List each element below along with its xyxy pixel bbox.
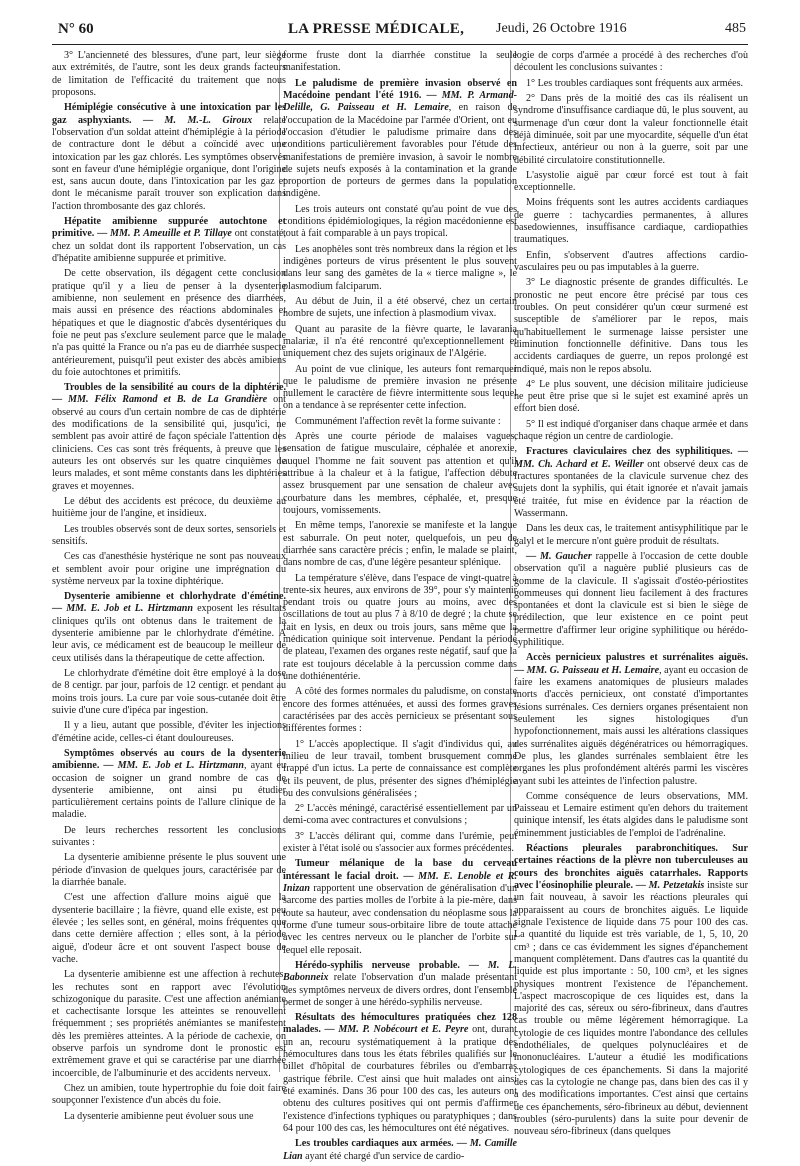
paragraph: Le chlorhydrate d'émétine doit être employé à la dose de 8 centigr. par jour, parfois de 12 centigr. et pendant au moins trois jours. La cure par voie sous-cutanée doit être suivie d'une cure d'ipéca par ingestion. xyxy=(52,668,286,716)
article-authors: M. Gaucher xyxy=(539,550,592,562)
article-text: rapportent une observation de généralisation d'un sarcome des parties molles de l'orbite à la pie-mère, dans toute sa hauteur, avec condensation du néoplasme sous la forme d'une tumeur sous-orbitaire libre de toute attache avec les centres nerveux ou le plancher de l'orbite sur lequel elle reposait. xyxy=(283,883,517,956)
article-authors: M. Petzetakis xyxy=(648,880,705,891)
paragraph: A côté des formes normales du paludisme, on constate encore des formes atténuées, et aussi des formes graves caractérisées par des accès pernicieux se présentant sous différentes formes : xyxy=(283,686,517,735)
list-item: 5° Il est indiqué d'organiser dans chaque armée et dans chaque région un centre de cardiologie. xyxy=(514,418,748,443)
paragraph: La température s'élève, dans l'espace de vingt-quatre à trente-six heures, aux environs de 39°, pour s'y maintenir pendant trois ou quatre jours au moins, avec des oscillations de tout au plus 7 à 8/10 de degré ; la chute se fait en lysis, en deux ou trois jours, sans même que la médication quinique soit intervenue. Pendant la période de plateau, l'examen des organes reste négatif, sauf que la rate est toujours décelable à la percussion comme dans une dothiénentérie. xyxy=(283,572,517,682)
article-heading xyxy=(52,382,286,493)
paragraph: Les anophèles sont très nombreux dans la région et les indigènes porteurs de virus présentent le plus souvent dans leur sang des gamètes de la « tierce maligne », le plasmodium falciparum. xyxy=(283,243,517,292)
paragraph: 2° L'accès méningé, caractérisé essentiellement par un demi-coma avec contractures et convulsions ; xyxy=(283,803,517,827)
paragraph: La dysenterie amibienne est une affection à rechutes, les rechutes sont en rapport avec l'évolution schizogonique du parasite. C'est une affection anémiante et cachectisante lorsque les atteintes se renouvellent fréquemment ; ses propriétés anémiantes se manifestent dès les premières atteintes. A la période de cachexie, on observe parfois un syndrome dont le pronostic est extrêmement grave et qui se caractérise par une diarrhée incoercible, de l'albuminurie et des accidents nerveux. xyxy=(52,969,286,1079)
article-authors: M. M.-L. Giroux xyxy=(164,114,253,126)
header-rule xyxy=(52,44,748,45)
article-title: Les troubles cardiaques aux armées. — xyxy=(295,1138,470,1150)
paragraph: Au début de Juin, il a été observé, chez un certain nombre de sujets, une infection à plasmodium vivax. xyxy=(283,295,517,320)
article-authors: MM. P. Ameuille et P. Tillaye xyxy=(110,228,232,240)
article-title: Troubles de la sensibilité au cours de la diphtérie. — xyxy=(52,382,286,406)
paragraph: En même temps, l'anorexie se manifeste et la langue est saburrale. On peut noter, quelquefois, un peu de diarrhée sans caractère précis ; enfin, le malade se plaint, dans nombre de cas, d'une légère pesanteur splénique. xyxy=(283,520,517,569)
article-title: Symptômes observés au cours de la dysenterie amibienne. — xyxy=(52,747,286,772)
article-text: ont observé deux cas de fractures spontanées de la clavicule survenue chez des sujets dont la syphilis, qui était ignorée et n'avait jamais été traitée, fut mise en évidence par la réaction de Wassermann. xyxy=(514,458,748,519)
article-text: relate l'observation d'un malade présentant des symptômes nerveux de divers ordres, dont l'ensemble permet de songer à une hérédo-syphilis nerveuse. xyxy=(283,972,517,1008)
article-heading xyxy=(283,78,517,201)
article-authors: MM. E. Job et L. Hirtzmann xyxy=(66,603,193,615)
paragraph: Quant au parasite de la fièvre quarte, le lavarania malariæ, il n'a été rencontré qu'exceptionnellement et uniquement chez des sujets originaux de l'Algérie. xyxy=(283,323,517,360)
article-text: ont constaté, chez un soldat dont ils rapportent l'observation, un cas d'hépatite amibienne suppurée et primitive. xyxy=(52,228,286,264)
article-title: Réactions pleurales parabronchitiques. Sur certaines réactions de la plèvre non tuberculeuses au cours des bronchites aiguës catarrhales. Rapports avec l'éosinophilie pleurale. — xyxy=(514,843,748,891)
article-authors: M. Camille Lian xyxy=(283,1138,518,1162)
paragraph: De cette observation, ils dégagent cette conclusion pratique qu'il y a lieu de penser à la dysenterie amibienne, non seulement en présence des diarrhées, mais aussi en présence des réactions abdominales et hépatiques et que le diagnostic d'abcès dysentériques du foie ne peut pas s'exclure seulement parce que le malade n'a pas quitté la France ou n'a pas eu de diarrhée suspecte antérieurement, puisqu'il peut exister des abcès amibiens du foie autochtones et primitifs. xyxy=(52,268,286,378)
article-text: relate l'observation d'un soldat atteint d'hémiplégie à la période de contracture dont le début a coïncidé avec une intoxication par les gaz chlorés. Les symptômes observés sont en faveur d'une hémiplégie organique, dont l'origine est, sans aucun doute, dans l'intoxication par les gaz et dont le mécanisme paraît trouver son explication dans l'action thrombosante des gaz chlorés. xyxy=(52,114,287,212)
paragraph: forme fruste dont la diarrhée constitue la seule manifestation. xyxy=(283,50,517,74)
paragraph: logie de corps d'armée a procédé à des recherches d'où découlent les conclusions suivantes : xyxy=(514,50,748,74)
article-title: Hépatite amibienne suppurée autochtone et primitive. — xyxy=(52,216,286,240)
article-authors: MM. G. Paisseau et H. Lemaire xyxy=(526,664,660,676)
column-left xyxy=(52,50,286,1126)
paragraph: Les troubles observés sont de deux sortes, sensoriels et sensitifs. xyxy=(52,523,286,547)
article-heading xyxy=(52,216,286,265)
article-authors: MM. E. Job et L. Hirtzmann xyxy=(117,760,245,772)
paragraph: Au point de vue clinique, les auteurs font remarquer que le paludisme de première invasion ne présente nullement le caractère de fièvre intermittente sous lequel on a tendance à se représenter cette infection. xyxy=(283,363,517,412)
article-text: ont, durant un an, recouru systématiquement à la pratique des hémocultures dans tous les états fébriles qualifiés sur le billet d'hôpital de courbatures fébriles ou d'embarras gastrique fébrile. C'est ainsi que huit malades ont ainsi été examinés. Dans 36 pour 100 des cas, les auteurs ont obtenu des cultures positives qui ont permis d'affirmer l'existence d'infections typhiques ou paratyphiques ; dans 64 pour 100 des cas, les hémocultures ont été négatives. xyxy=(283,1024,517,1134)
article-title: Hérédo-syphilis nerveuse probable. — xyxy=(295,959,488,971)
article-authors: MM. Ch. Achard et E. Weiller xyxy=(514,458,644,470)
column-middle xyxy=(283,50,517,1166)
paragraph: C'est une affection d'allure moins aiguë que la dysenterie bacillaire ; la fièvre, quand elle existe, est peu élevée ; les selles sont, en général, moins fréquentes que dans cette dernière affection ; elles sont, à la période aiguë, d'odeur âcre et ont souvent l'aspect bouse de vache. xyxy=(52,892,286,965)
article-title: Résultats des hémocultures pratiquées chez 128 malades. — xyxy=(283,1012,517,1036)
paragraph: Après une courte période de malaises vagues, sensation de fatigue musculaire, céphalée et anorexie, auquel l'homme ne fait souvent pas attention et qu'il attribue à la chaleur et à la fatigue, l'affection débute assez brusquement par une sensation de chaleur avec courbature dans les membres, céphalée, et, presque toujours, vomissements. xyxy=(283,431,517,516)
list-item: L'asystolie aiguë par cœur forcé est tout à fait exceptionnelle. xyxy=(514,169,748,194)
article-text: exposent les résultats cliniques qu'ils ont obtenus dans le traitement de la dysenterie amibienne par le chlorhydrate d'émétine. A leur avis, ce médicament est de beaucoup le meilleur de ceux utilisés dans la thérapeutique de cette affection. xyxy=(52,603,287,664)
list-item: 2° Dans près de la moitié des cas ils réalisent un syndrome d'insuffisance cardiaque dû, le plus souvent, au surmenage d'un cœur dont la valeur fonctionnelle était déjà diminuée, soit par une myocardite, séquelle d'un état infectieux, antérieur ou non à la guerre, soit par une débilité circulatoire constitutionnelle. xyxy=(514,92,748,166)
article-title: Dysenterie amibienne et chlorhydrate d'émétine. — xyxy=(52,591,286,615)
article-authors: MM. P. Nobécourt et E. Peyre xyxy=(338,1024,469,1036)
issue-date: Jeudi, 26 Octobre 1916 xyxy=(496,21,627,36)
paragraph: De leurs recherches ressortent les conclusions suivantes : xyxy=(52,824,286,849)
article-text: rappelle à l'occasion de cette double observation qu'il a naguère publié plusieurs cas de gomme de la clavicule. Il s'agissait d'ostéo-périostites gommeuses qui donnent lieu facilement à des fractures spontanées et dont la clavicule est si bien le siège de prédilection, que leur existence en ce point peut permettre d'affirmer leur origine syphilitique ou hérédo-syphilitique. xyxy=(514,550,748,649)
paragraph: Le début des accidents est précoce, du deuxième au huitième jour de l'angine, et insidieux. xyxy=(52,495,286,520)
article-text: ont observé au cours d'un certain nombre de cas de diphtérie des modifications de la sensibilité qui, jusqu'ici, ne semblent pas avoir attiré de façon spéciale l'attention des cliniciens. Ces cas sont très fréquents, à preuve que les auteurs les ont observés sur les quatre cinquièmes de leurs malades, et sont même constants dans les diphtéries graves et moyennes. xyxy=(52,394,286,492)
list-item: 1° Les troubles cardiaques sont fréquents aux armées. xyxy=(526,77,744,89)
article-authors: MM. E. Lenoble et R. Inizan xyxy=(283,870,517,894)
list-item: 3° Le diagnostic présente de grandes difficultés. Le pronostic ne peut encore être précisé par tous ces troubles. On peut considérer qu'un cœur surmené est susceptible de s'améliorer par le repos, mais qu'habituellement le surmenage laisse persister une diminution fonctionnelle définitive. Dans tous les accidents cardiaques de guerre, un repos prolongé est indiqué, mais non le repos absolu. xyxy=(514,277,748,375)
journal-title: LA PRESSE MÉDICALE, xyxy=(288,21,465,37)
article-text: ayant été chargé d'un service de cardio- xyxy=(302,1150,465,1162)
list-item: Enfin, s'observent d'autres affections cardio-vasculaires peu ou pas imputables à la guerre. xyxy=(514,249,748,273)
article-heading xyxy=(283,960,517,1009)
paragraph: Dans les deux cas, le traitement antisyphilitique par le galyl et le mercure n'ont guère produit de résultats. xyxy=(514,523,748,547)
article-heading xyxy=(514,551,748,650)
article-heading xyxy=(283,858,517,957)
article-title: Tumeur mélanique de la base du cerveau intéressant le facial droit. — xyxy=(283,858,517,882)
paragraph: 3° L'ancienneté des blessures, d'une part, leur siège aux extrémités, de l'autre, sont les deux grands facteurs de limitation de l'efficacité du traitement que nous proposons. xyxy=(52,50,286,98)
article-title: Fractures claviculaires chez des syphilitiques. — xyxy=(526,446,748,458)
article-heading xyxy=(514,843,748,1139)
paragraph: La dysenterie amibienne peut évoluer sous une xyxy=(64,1110,254,1122)
article-authors: MM. P. Armand-Delille, G. Paisseau et H. Lemaire xyxy=(283,89,517,114)
article-authors: MM. Félix Ramond et B. de La Grandière xyxy=(68,394,268,406)
list-item: 4° Le plus souvent, une décision militaire judicieuse ne peut être prise que si le sujet est examiné après un effort bien dosé. xyxy=(514,378,748,415)
article-heading xyxy=(514,652,748,787)
list-item: Moins fréquents sont les autres accidents cardiaques de guerre : tachycardies permanentes, à allures basedowiennes, insuffisance cardiaque, cardiopathies traumatiques. xyxy=(514,197,748,246)
paragraph: Comme conséquence de leurs observations, MM. Paisseau et Lemaire estiment qu'en dehors du traitement quinique intensif, les états algides dans le paludisme sont éminemment justiciables de l'emploi de l'adrénaline. xyxy=(514,790,748,839)
paragraph: 1° L'accès apoplectique. Il s'agit d'individus qui, au milieu de leur travail, tombent brusquement comme frappé d'un ictus. La perte de connaissance est complète et ils peuvent, de plus, présenter des signes d'hémiplégie ou des convulsions généralisées ; xyxy=(283,738,517,799)
article-heading xyxy=(52,102,286,213)
article-heading xyxy=(283,1012,517,1135)
paragraph: Il y a lieu, autant que possible, d'éviter les injections d'émétine acide, celles-ci étant douloureuses. xyxy=(52,720,286,744)
article-heading xyxy=(52,591,286,665)
article-title: Hémiplégie consécutive à une intoxication par les gaz asphyxiants. — xyxy=(52,102,286,126)
paragraph: La dysenterie amibienne présente le plus souvent une période d'invasion de quelques jours, caractérisée par de la diarrhée banale. xyxy=(52,852,286,888)
article-title: Accès pernicieux palustres et surrénalites aiguës. — xyxy=(514,652,748,676)
article-heading xyxy=(283,1138,517,1163)
article-authors: M. L. Babonneix xyxy=(283,959,517,984)
paragraph: 3° L'accès délirant qui, comme dans l'urémie, peut exister à l'état isolé ou s'associer aux formes précédentes. xyxy=(283,830,517,855)
issue-number: N° 60 xyxy=(58,21,94,37)
article-heading xyxy=(514,446,748,520)
article-title: — xyxy=(526,550,540,562)
paragraph: Chez un amibien, toute hypertrophie du foie doit faire soupçonner l'existence d'un abcès du foie. xyxy=(52,1083,286,1107)
article-text: , en raison de l'occupation de la Macédoine par l'armée d'Orient, ont eu l'occasion d'étudier le paludisme primaire dans des conditions particulièrement favorables pour l'étude des manifestations de première invasion, à savoir le nombre de sujets neufs exposés à la contamination et la grande proportion de porteurs de germes dans la population indigène. xyxy=(283,102,517,200)
article-text: , ayant eu occasion de faire les examens anatomiques de plusieurs malades morts d'accès pernicieux, ont constaté d'importantes lésions surrénales. Ces derniers organes présentaient non seulement les signes histologiques d'un hypofonctionnement, mais aussi les altérations classiques des surrénalites aiguës dégénératrices ou hémorragiques. De plus, les glandes surrénales semblaient être les organes les plus profondément altérés parmi les viscères ayant subi les atteintes de l'infection palustre. xyxy=(514,664,748,787)
article-text: , ayant eu occasion de soigner un grand nombre de cas de dysenterie amibienne, ont ainsi pu étudier particulièrement certains points de l'allure clinique de la maladie. xyxy=(52,760,287,821)
article-title: Le paludisme de première invasion observé en Macédoine pendant l'été 1916. — xyxy=(283,77,517,101)
article-heading xyxy=(52,748,286,822)
paragraph: Les trois auteurs ont constaté qu'au point de vue des conditions épidémiologiques, la région macédonienne est tout à fait comparable à un pays tropical. xyxy=(283,203,517,240)
paragraph: Ces cas d'anesthésie hystérique ne sont pas nouveaux et semblent avoir pour origine une imprégnation du système nerveux par la toxine diphtérique. xyxy=(52,551,286,587)
page-number: 485 xyxy=(725,21,746,36)
article-text: insiste sur un fait nouveau, à savoir les réactions pleurales qui apparaissent au cours de bronchites aiguës. Le liquide signale l'existence de liquide dans 75 pour 100 des cas. La quantité du liquide est très variable, de 1, 5, 10, 20 cm³ ; dans ce cas évidemment les signes d'épanchement manquent complètement. Dans d'autres cas la quantité du liquide est plus importante : 50, 100 cm³, et les signes physiques montrent l'existence de l'épanchement. L'aspect macroscopique de ces liquides est, dans la majorité des cas, séreux ou séro-fibrineux, dans d'autres cas trouble ou même légèrement hémorragique. La cytologie de ces liquides montre l'abondance des cellules endothéliales, de quelques polynucléaires et de mononucléaires. L'auteur a étudié les modifications cytologiques de ces épanchements. Si dans la majorité des cas la cytologie ne change pas, dans bien des cas il y a des modifications importantes. C'est ainsi que certains de ces épanchements, séro-fibrineux au début, deviennent troubles (séro-purulents) dans la suite pour devenir de nouveau séro-fibrineux (dans quelques xyxy=(514,880,748,1138)
column-right xyxy=(514,50,748,1142)
paragraph: Communément l'affection revêt la forme suivante : xyxy=(295,415,501,427)
page-header xyxy=(0,0,800,44)
